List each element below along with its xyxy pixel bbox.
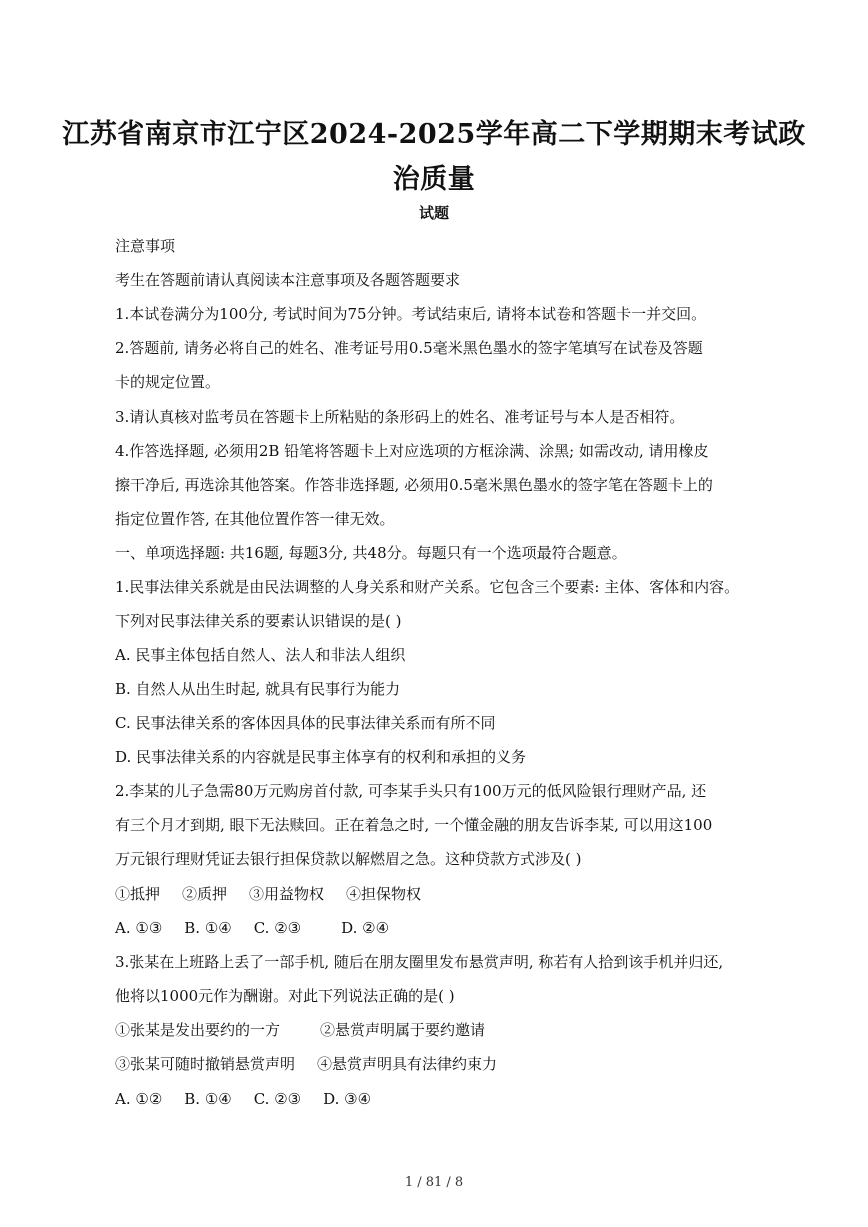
q2-choice-a: A. ①③ (115, 919, 163, 937)
notes-intro: 考生在答题前请认真阅读本注意事项及各题答题要求 (115, 271, 461, 289)
q2-item: ①抵押 (115, 885, 161, 903)
note-line: 4.作答选择题, 必须用2B 铅笔将答题卡上对应选项的方框涂满、涂黑; 如需改动, 请用橡皮 (115, 442, 709, 460)
q2-item: ③用益物权 (249, 885, 325, 903)
section-heading: 一、单项选择题: 共16题, 每题3分, 共48分。每题只有一个选项最符合题意。 (115, 544, 627, 562)
q2-stem-line: 2.李某的儿子急需80万元购房首付款, 可李某手头只有100万元的低风险银行理财产品, 还 (115, 782, 707, 800)
note-line: 3.请认真核对监考员在答题卡上所粘贴的条形码上的姓名、准考证号与本人是否相符。 (115, 408, 685, 426)
note-line: 卡的规定位置。 (115, 373, 221, 391)
q3-choice-c: C. ②③ (253, 1090, 302, 1108)
q2-choice-c: C. ②③ (253, 919, 302, 937)
q3-choice-a: A. ①② (115, 1090, 163, 1108)
q3-stem-line: 3.张某在上班路上丢了一部手机, 随后在朋友圈里发布悬赏声明, 称若有人拾到该手机并归还, (115, 953, 724, 971)
q2-stem-line: 万元银行理财凭证去银行担保贷款以解燃眉之急。这种贷款方式涉及( ) (115, 850, 582, 868)
q1-option-b: B. 自然人从出生时起, 就具有民事行为能力 (115, 680, 401, 698)
q1-option-d: D. 民事法律关系的内容就是民事主体享有的权利和承担的义务 (115, 748, 527, 766)
q3-choices (115, 1089, 393, 1109)
q2-choice-b: B. ①④ (184, 919, 232, 937)
page-number: 1 / 81 / 8 (404, 1175, 464, 1190)
q3-item: ③张某可随时撤销悬赏声明 (115, 1055, 296, 1073)
q1-stem-line: 下列对民事法律关系的要素认识错误的是( ) (115, 612, 402, 630)
q3-stem-line: 他将以1000元作为酬谢。对此下列说法正确的是( ) (115, 987, 455, 1005)
q3-choice-b: B. ①④ (184, 1090, 232, 1108)
q3-items-row (115, 1020, 507, 1040)
q1-option-a: A. 民事主体包括自然人、法人和非法人组织 (115, 646, 406, 664)
document-subtitle: 试题 (418, 204, 449, 222)
notes-heading: 注意事项 (115, 237, 176, 255)
q3-item: ①张某是发出要约的一方 (115, 1021, 281, 1039)
q2-stem-line: 有三个月才到期, 眼下无法赎回。正在着急之时, 一个懂金融的朋友告诉李某, 可以用这100 (115, 816, 713, 834)
q1-option-c: C. 民事法律关系的客体因具体的民事法律关系而有所不同 (115, 714, 496, 732)
q3-item: ④悬赏声明具有法律约束力 (317, 1055, 498, 1073)
note-line: 擦干净后, 再选涂其他答案。作答非选择题, 必须用0.5毫米黑色墨水的签字笔在答题卡上的 (115, 476, 713, 494)
q2-item: ④担保物权 (346, 885, 422, 903)
note-line: 1.本试卷满分为100分, 考试时间为75分钟。考试结束后, 请将本试卷和答题卡一并交回。 (115, 305, 707, 323)
q3-choice-d: D. ③④ (323, 1090, 372, 1108)
q3-items-row (115, 1054, 519, 1074)
q2-choice-d: D. ②④ (341, 919, 390, 937)
q3-item: ②悬赏声明属于要约邀请 (320, 1021, 486, 1039)
note-line: 指定位置作答, 在其他位置作答一律无效。 (115, 510, 395, 528)
q2-choices (115, 918, 411, 938)
document-title-line-1: 江苏省南京市江宁区2024-2025学年高二下学期期末考试政 (62, 119, 806, 150)
note-line: 2.答题前, 请务必将自己的姓名、准考证号用0.5毫米黑色墨水的签字笔填写在试卷及答题 (115, 339, 703, 357)
document-title-line-2: 治质量 (392, 164, 476, 195)
q1-stem-line: 1.民事法律关系就是由民法调整的人身关系和财产关系。它包含三个要素: 主体、客体和内容。 (115, 578, 740, 596)
q2-item: ②质押 (182, 885, 228, 903)
q2-items (115, 884, 443, 904)
